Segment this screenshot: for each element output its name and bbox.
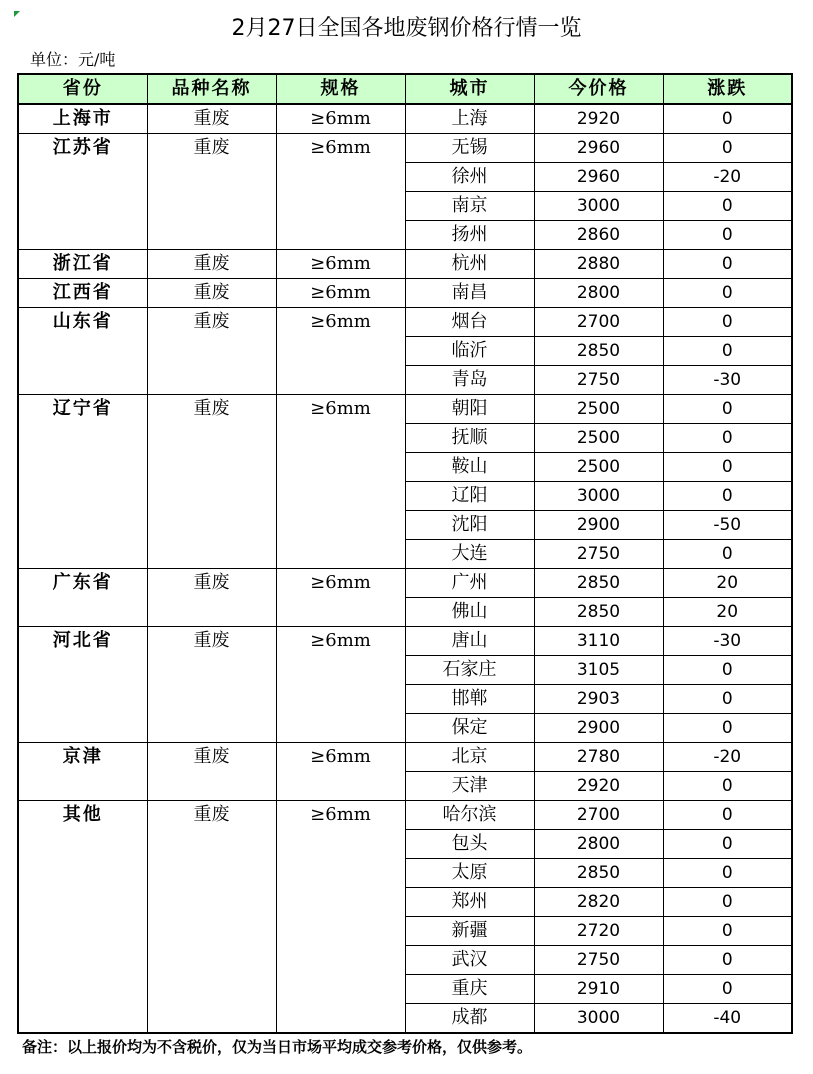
city-cell: 成都 — [405, 1004, 534, 1034]
variety-cell: 重废 — [147, 308, 276, 395]
province-cell: 山东省 — [18, 308, 147, 395]
variety-cell: 重废 — [147, 569, 276, 627]
city-cell: 邯郸 — [405, 685, 534, 714]
city-cell: 北京 — [405, 743, 534, 772]
city-cell: 重庆 — [405, 975, 534, 1004]
province-cell: 广东省 — [18, 569, 147, 627]
table-row — [18, 134, 792, 163]
province-cell: 京津 — [18, 743, 147, 801]
city-cell: 扬州 — [405, 221, 534, 250]
city-cell: 沈阳 — [405, 511, 534, 540]
price-table — [17, 73, 793, 1034]
table-row — [18, 801, 792, 830]
price-cell: 3105 — [534, 656, 663, 685]
change-cell: 0 — [663, 134, 792, 163]
spec-cell: ≥6mm — [276, 279, 405, 308]
table-header-row — [18, 74, 792, 104]
price-cell: 3110 — [534, 627, 663, 656]
city-cell: 新疆 — [405, 917, 534, 946]
city-cell: 天津 — [405, 772, 534, 801]
table-row — [18, 395, 792, 424]
city-cell: 抚顺 — [405, 424, 534, 453]
price-cell: 2800 — [534, 830, 663, 859]
price-cell: 2700 — [534, 801, 663, 830]
change-cell: 0 — [663, 975, 792, 1004]
change-cell: 0 — [663, 540, 792, 569]
price-cell: 3000 — [534, 1004, 663, 1034]
change-cell: 0 — [663, 714, 792, 743]
column-header-price: 今价格 — [534, 74, 663, 104]
price-cell: 2700 — [534, 308, 663, 337]
price-cell: 2920 — [534, 104, 663, 134]
change-cell: 0 — [663, 104, 792, 134]
change-cell: 0 — [663, 685, 792, 714]
footnote: 备注：以上报价均为不含税价，仅为当日市场平均成交参考价格，仅供参考。 — [22, 1038, 533, 1056]
city-cell: 保定 — [405, 714, 534, 743]
price-cell: 2780 — [534, 743, 663, 772]
city-cell: 徐州 — [405, 163, 534, 192]
price-cell: 2903 — [534, 685, 663, 714]
spec-cell: ≥6mm — [276, 250, 405, 279]
city-cell: 太原 — [405, 859, 534, 888]
price-cell: 2850 — [534, 859, 663, 888]
change-cell: -50 — [663, 511, 792, 540]
column-header-spec: 规格 — [276, 74, 405, 104]
column-header-city: 城市 — [405, 74, 534, 104]
city-cell: 无锡 — [405, 134, 534, 163]
province-cell: 浙江省 — [18, 250, 147, 279]
change-cell: 0 — [663, 424, 792, 453]
unit-label: 单位：元/吨 — [30, 50, 116, 69]
price-cell: 2800 — [534, 279, 663, 308]
change-cell: 0 — [663, 801, 792, 830]
change-cell: -40 — [663, 1004, 792, 1034]
province-cell: 江西省 — [18, 279, 147, 308]
change-cell: 0 — [663, 250, 792, 279]
city-cell: 朝阳 — [405, 395, 534, 424]
price-cell: 2750 — [534, 946, 663, 975]
variety-cell: 重废 — [147, 250, 276, 279]
column-header-province: 省份 — [18, 74, 147, 104]
variety-cell: 重废 — [147, 279, 276, 308]
price-cell: 2850 — [534, 569, 663, 598]
city-cell: 郑州 — [405, 888, 534, 917]
change-cell: 0 — [663, 859, 792, 888]
price-cell: 2960 — [534, 134, 663, 163]
city-cell: 烟台 — [405, 308, 534, 337]
variety-cell: 重废 — [147, 627, 276, 743]
spec-cell: ≥6mm — [276, 308, 405, 395]
province-cell: 上海市 — [18, 104, 147, 134]
price-cell: 2910 — [534, 975, 663, 1004]
variety-cell: 重废 — [147, 104, 276, 134]
table-row — [18, 743, 792, 772]
column-header-change: 涨跌 — [663, 74, 792, 104]
table-row — [18, 250, 792, 279]
table-row — [18, 279, 792, 308]
variety-cell: 重废 — [147, 134, 276, 250]
price-cell: 2500 — [534, 395, 663, 424]
city-cell: 石家庄 — [405, 656, 534, 685]
city-cell: 青岛 — [405, 366, 534, 395]
price-cell: 2820 — [534, 888, 663, 917]
variety-cell: 重废 — [147, 801, 276, 1034]
spec-cell: ≥6mm — [276, 801, 405, 1034]
price-cell: 2500 — [534, 453, 663, 482]
change-cell: 0 — [663, 482, 792, 511]
change-cell: 0 — [663, 946, 792, 975]
change-cell: 0 — [663, 772, 792, 801]
price-cell: 2860 — [534, 221, 663, 250]
price-cell: 2850 — [534, 337, 663, 366]
change-cell: -30 — [663, 627, 792, 656]
spec-cell: ≥6mm — [276, 134, 405, 250]
change-cell: 0 — [663, 830, 792, 859]
table-body — [18, 104, 792, 1033]
price-cell: 2850 — [534, 598, 663, 627]
table-row — [18, 308, 792, 337]
variety-cell: 重废 — [147, 743, 276, 801]
price-cell: 2750 — [534, 540, 663, 569]
change-cell: 0 — [663, 917, 792, 946]
variety-cell: 重废 — [147, 395, 276, 569]
price-cell: 2720 — [534, 917, 663, 946]
city-cell: 鞍山 — [405, 453, 534, 482]
table-row — [18, 569, 792, 598]
city-cell: 佛山 — [405, 598, 534, 627]
change-cell: 0 — [663, 192, 792, 221]
city-cell: 包头 — [405, 830, 534, 859]
city-cell: 哈尔滨 — [405, 801, 534, 830]
city-cell: 大连 — [405, 540, 534, 569]
province-cell: 辽宁省 — [18, 395, 147, 569]
change-cell: 20 — [663, 598, 792, 627]
price-cell: 2900 — [534, 714, 663, 743]
change-cell: 0 — [663, 279, 792, 308]
spec-cell: ≥6mm — [276, 395, 405, 569]
change-cell: -20 — [663, 743, 792, 772]
province-cell: 河北省 — [18, 627, 147, 743]
change-cell: 0 — [663, 888, 792, 917]
price-cell: 2920 — [534, 772, 663, 801]
table-row — [18, 104, 792, 134]
spec-cell: ≥6mm — [276, 104, 405, 134]
change-cell: 0 — [663, 656, 792, 685]
city-cell: 临沂 — [405, 337, 534, 366]
city-cell: 辽阳 — [405, 482, 534, 511]
province-cell: 江苏省 — [18, 134, 147, 250]
change-cell: -20 — [663, 163, 792, 192]
price-cell: 2900 — [534, 511, 663, 540]
city-cell: 南京 — [405, 192, 534, 221]
change-cell: -30 — [663, 366, 792, 395]
change-cell: 20 — [663, 569, 792, 598]
city-cell: 上海 — [405, 104, 534, 134]
price-cell: 2960 — [534, 163, 663, 192]
change-cell: 0 — [663, 337, 792, 366]
price-cell: 3000 — [534, 482, 663, 511]
city-cell: 武汉 — [405, 946, 534, 975]
city-cell: 唐山 — [405, 627, 534, 656]
city-cell: 杭州 — [405, 250, 534, 279]
province-cell: 其他 — [18, 801, 147, 1034]
price-cell: 3000 — [534, 192, 663, 221]
table-row — [18, 627, 792, 656]
city-cell: 广州 — [405, 569, 534, 598]
city-cell: 南昌 — [405, 279, 534, 308]
column-header-variety: 品种名称 — [147, 74, 276, 104]
change-cell: 0 — [663, 395, 792, 424]
spec-cell: ≥6mm — [276, 569, 405, 627]
price-cell: 2750 — [534, 366, 663, 395]
price-cell: 2500 — [534, 424, 663, 453]
change-cell: 0 — [663, 453, 792, 482]
page-title: 2月27日全国各地废钢价格行情一览 — [231, 16, 582, 41]
spec-cell: ≥6mm — [276, 743, 405, 801]
change-cell: 0 — [663, 221, 792, 250]
price-cell: 2880 — [534, 250, 663, 279]
change-cell: 0 — [663, 308, 792, 337]
spec-cell: ≥6mm — [276, 627, 405, 743]
